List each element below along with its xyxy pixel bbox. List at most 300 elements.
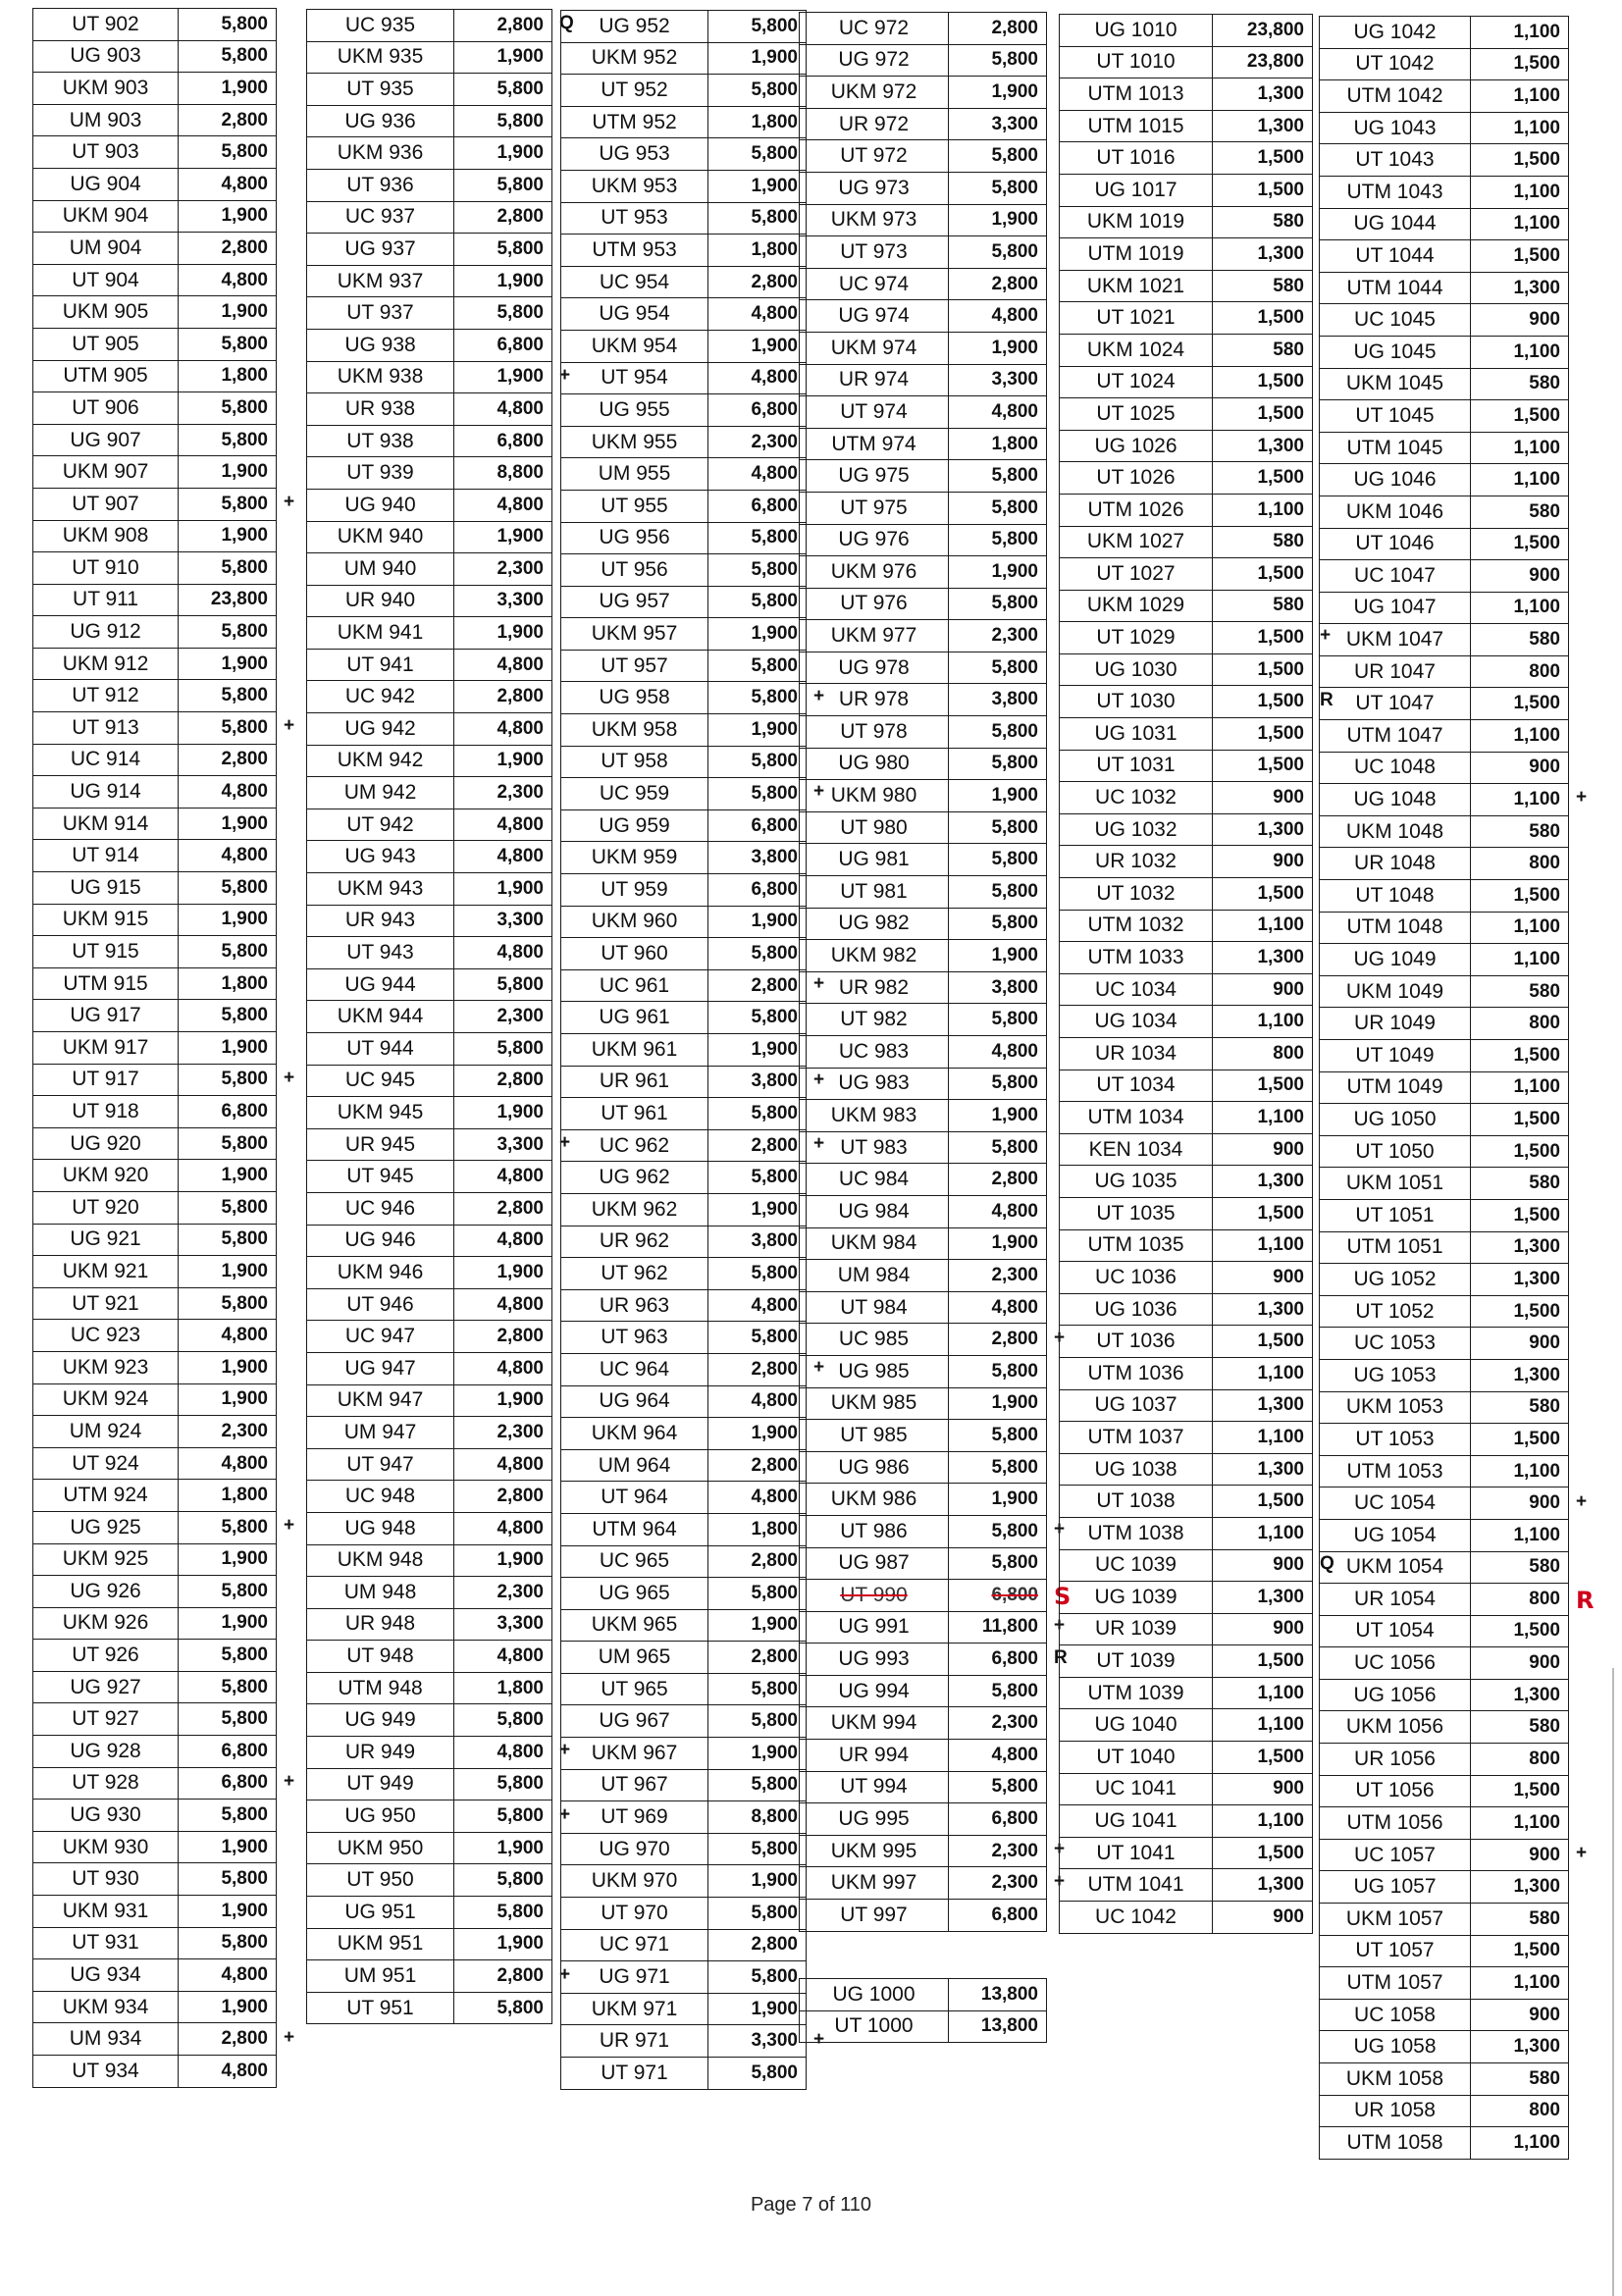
table-row — [800, 1036, 1047, 1069]
amount-cell: 1,900 — [708, 330, 807, 362]
amount-cell: 3,300 — [949, 364, 1047, 396]
table-row — [33, 2023, 277, 2056]
table-row — [800, 716, 1047, 749]
amount-cell: 1,100 — [1213, 1709, 1313, 1742]
table-row — [1320, 1744, 1569, 1776]
course-code-cell: UG 971 — [561, 1961, 708, 1994]
table-row — [33, 456, 277, 489]
table-row — [1320, 2063, 1569, 2096]
amount-cell: 1,900 — [179, 1351, 277, 1383]
course-code-cell: UC 942 — [307, 681, 454, 713]
amount-cell: 5,800 — [179, 1640, 277, 1672]
course-code-cell: UC 1041 — [1060, 1773, 1213, 1805]
amount-cell: 900 — [1471, 1999, 1569, 2031]
amount-cell: 2,800 — [179, 2023, 277, 2056]
amount-cell: 5,800 — [708, 650, 807, 682]
table-row — [800, 1580, 1047, 1612]
amount-cell: 6,800 — [949, 1803, 1047, 1836]
course-code-cell: UR 1047 — [1320, 655, 1471, 688]
course-code-cell: UT 904 — [33, 264, 179, 296]
course-code-cell: UC 974 — [800, 268, 949, 300]
amount-cell: 5,800 — [708, 1705, 807, 1738]
table-row — [33, 1767, 277, 1800]
course-code-cell: UKM 1048 — [1320, 815, 1471, 848]
amount-cell: 5,800 — [708, 1961, 807, 1994]
amount-cell: 1,500 — [1471, 1135, 1569, 1168]
course-code-cell: UG 994 — [800, 1675, 949, 1707]
amount-cell: 3,300 — [454, 905, 552, 937]
table-row — [1060, 1102, 1313, 1134]
table-row — [33, 1863, 277, 1896]
course-code-cell: UT 1057 — [1320, 1935, 1471, 1967]
amount-cell: 5,800 — [454, 1897, 552, 1929]
course-code-cell: UT 967 — [561, 1769, 708, 1801]
amount-cell: 5,800 — [179, 1287, 277, 1320]
table-row — [307, 713, 552, 746]
rate-table — [1319, 16, 1569, 2160]
course-code-cell: UT 1042 — [1320, 48, 1471, 80]
course-code-cell: UG 1042 — [1320, 17, 1471, 49]
course-code-cell: UTM 1034 — [1060, 1102, 1213, 1134]
table-row — [307, 1960, 552, 1993]
amount-cell: 1,100 — [1471, 112, 1569, 144]
course-code-cell: UG 914 — [33, 776, 179, 809]
course-code-cell: UT 969 — [561, 1801, 708, 1834]
amount-cell: 6,800 — [708, 490, 807, 522]
table-row — [33, 1320, 277, 1352]
course-code-cell: UR 949 — [307, 1737, 454, 1769]
amount-cell: 1,100 — [1471, 17, 1569, 49]
table-row — [1320, 240, 1569, 273]
amount-cell: 1,900 — [949, 204, 1047, 236]
amount-cell: 5,800 — [708, 1898, 807, 1930]
amount-cell: 5,800 — [179, 1127, 277, 1160]
course-code-cell: UG 1058 — [1320, 2031, 1471, 2063]
amount-cell: 1,900 — [708, 1993, 807, 2025]
table-row — [800, 1675, 1047, 1707]
course-code-cell: UG 915 — [33, 872, 179, 905]
table-row — [307, 617, 552, 650]
course-code-cell: UG 1038 — [1060, 1453, 1213, 1486]
amount-cell: 1,100 — [1213, 494, 1313, 526]
amount-cell: 5,800 — [179, 1224, 277, 1256]
course-code-cell: UTM 1043 — [1320, 176, 1471, 208]
table-row — [307, 1128, 552, 1161]
course-code-cell: UR 994 — [800, 1740, 949, 1772]
course-code-cell: UG 985 — [800, 1355, 949, 1387]
amount-cell: 900 — [1213, 782, 1313, 814]
course-code-cell: UG 982 — [800, 908, 949, 940]
table-row — [800, 1900, 1047, 1932]
table-row — [307, 777, 552, 809]
course-code-cell: UT 924 — [33, 1447, 179, 1480]
course-code-cell: UKM 1058 — [1320, 2063, 1471, 2096]
table-row — [1320, 272, 1569, 304]
amount-cell: 4,800 — [454, 1512, 552, 1544]
table-row — [1060, 1070, 1313, 1102]
table-row — [33, 360, 277, 392]
table-row — [1320, 2031, 1569, 2063]
table-row — [33, 840, 277, 872]
table-row — [307, 329, 552, 361]
table-row — [1320, 1647, 1569, 1680]
amount-cell: 5,800 — [949, 460, 1047, 493]
table-row — [33, 1671, 277, 1703]
course-code-cell: UG 1057 — [1320, 1871, 1471, 1904]
course-code-cell: UR 1054 — [1320, 1584, 1471, 1616]
course-code-cell: UG 1041 — [1060, 1805, 1213, 1838]
course-code-cell: UT 978 — [800, 716, 949, 749]
amount-cell: 6,800 — [949, 1644, 1047, 1676]
course-code-cell: UT 1032 — [1060, 878, 1213, 911]
course-code-cell: UR 974 — [800, 364, 949, 396]
course-code-cell: UT 1053 — [1320, 1424, 1471, 1456]
table-row — [561, 1865, 807, 1898]
table-row — [307, 1257, 552, 1289]
row-annotation-mark: R — [1054, 1646, 1068, 1668]
row-annotation-mark: + — [1054, 1839, 1066, 1860]
table-row — [1060, 622, 1313, 654]
course-code-cell: UG 965 — [561, 1578, 708, 1610]
amount-cell: 5,800 — [949, 876, 1047, 909]
course-code-cell: UKM 930 — [33, 1831, 179, 1863]
amount-cell: 1,500 — [1213, 462, 1313, 495]
amount-cell: 1,300 — [1213, 813, 1313, 846]
course-code-cell: UT 1047 — [1320, 688, 1471, 720]
table-row — [33, 392, 277, 425]
course-code-cell: UKM 925 — [33, 1543, 179, 1576]
course-code-cell: UM 965 — [561, 1642, 708, 1674]
table-row — [1060, 1293, 1313, 1326]
amount-cell: 2,300 — [454, 553, 552, 586]
table-row — [800, 780, 1047, 812]
table-row — [33, 296, 277, 329]
table-row — [800, 908, 1047, 940]
table-row — [561, 522, 807, 554]
amount-cell: 1,300 — [1213, 110, 1313, 142]
course-code-cell: UKM 1056 — [1320, 1711, 1471, 1744]
course-code-cell: UG 964 — [561, 1385, 708, 1418]
amount-cell: 580 — [1471, 368, 1569, 400]
amount-cell: 4,800 — [454, 1737, 552, 1769]
amount-cell: 5,800 — [179, 616, 277, 649]
amount-cell: 5,800 — [454, 297, 552, 330]
amount-cell: 5,800 — [949, 1675, 1047, 1707]
table-row — [307, 1001, 552, 1033]
table-row — [800, 332, 1047, 364]
course-code-cell: UTM 905 — [33, 360, 179, 392]
amount-cell: 2,800 — [949, 1324, 1047, 1356]
table-row — [561, 1833, 807, 1865]
table-row — [1320, 1967, 1569, 2000]
course-code-cell: UTM 953 — [561, 235, 708, 267]
course-code-cell: UG 943 — [307, 841, 454, 873]
table-row — [800, 1387, 1047, 1420]
amount-cell: 1,500 — [1213, 1197, 1313, 1229]
table-row — [1060, 462, 1313, 495]
table-row — [561, 1258, 807, 1290]
amount-cell: 1,500 — [1213, 398, 1313, 431]
course-code-cell: UKM 973 — [800, 204, 949, 236]
amount-cell: 5,800 — [454, 1033, 552, 1066]
course-code-cell: UT 931 — [33, 1927, 179, 1959]
table-row — [800, 1611, 1047, 1644]
table-row — [1060, 1902, 1313, 1934]
amount-cell: 900 — [1471, 1487, 1569, 1520]
amount-cell: 1,500 — [1471, 1615, 1569, 1647]
amount-cell: 580 — [1471, 1391, 1569, 1424]
amount-cell: 5,800 — [179, 1703, 277, 1736]
table-row — [307, 137, 552, 170]
course-code-cell: UG 936 — [307, 105, 454, 137]
course-code-cell: UT 953 — [561, 202, 708, 235]
course-code-cell: UR 948 — [307, 1608, 454, 1641]
row-annotation-mark: + — [284, 715, 295, 737]
amount-cell: 2,800 — [708, 266, 807, 298]
table-row — [561, 554, 807, 587]
table-row — [33, 1480, 277, 1512]
table-row — [561, 1482, 807, 1514]
course-code-cell: UC 971 — [561, 1929, 708, 1961]
course-code-cell: UG 1037 — [1060, 1389, 1213, 1422]
table-row — [561, 394, 807, 427]
amount-cell: 1,500 — [1471, 688, 1569, 720]
table-row — [1060, 302, 1313, 335]
course-code-cell: UG 903 — [33, 40, 179, 73]
table-row — [1320, 304, 1569, 337]
course-code-cell: UG 1040 — [1060, 1709, 1213, 1742]
table-row — [800, 1195, 1047, 1227]
amount-cell: 1,500 — [1471, 240, 1569, 273]
amount-cell: 3,800 — [708, 1226, 807, 1258]
course-code-cell: UT 976 — [800, 588, 949, 620]
course-code-cell: UM 940 — [307, 553, 454, 586]
table-row — [1060, 718, 1313, 751]
table-row — [800, 1484, 1047, 1516]
table-row — [307, 1481, 552, 1513]
amount-cell: 1,500 — [1213, 1837, 1313, 1869]
amount-cell: 1,900 — [949, 332, 1047, 364]
amount-cell: 1,500 — [1471, 48, 1569, 80]
table-row — [307, 1384, 552, 1417]
row-annotation-mark: + — [559, 1132, 571, 1153]
amount-cell: 1,900 — [454, 1832, 552, 1864]
amount-cell: 1,300 — [1471, 1264, 1569, 1296]
course-code-cell: UT 958 — [561, 746, 708, 778]
amount-cell: 1,100 — [1471, 912, 1569, 944]
course-code-cell: UKM 908 — [33, 520, 179, 552]
table-row — [561, 1385, 807, 1418]
amount-cell: 580 — [1471, 1168, 1569, 1200]
course-code-cell: UTM 1045 — [1320, 432, 1471, 464]
amount-cell: 5,800 — [708, 1098, 807, 1130]
course-code-cell: UG 1031 — [1060, 718, 1213, 751]
amount-cell: 1,100 — [1471, 80, 1569, 113]
course-code-cell: UKM 923 — [33, 1351, 179, 1383]
amount-cell: 800 — [1213, 1038, 1313, 1070]
table-row — [1060, 46, 1313, 78]
amount-cell: 2,800 — [454, 681, 552, 713]
table-row — [307, 489, 552, 521]
table-row — [561, 1162, 807, 1194]
course-code-cell: UM 904 — [33, 233, 179, 265]
amount-cell: 1,100 — [1471, 592, 1569, 624]
table-row — [800, 1420, 1047, 1452]
course-code-cell: UG 955 — [561, 394, 708, 427]
course-code-cell: UT 930 — [33, 1863, 179, 1896]
course-code-cell: UM 903 — [33, 104, 179, 136]
course-code-cell: UT 985 — [800, 1420, 949, 1452]
table-row — [561, 1578, 807, 1610]
table-row — [307, 841, 552, 873]
course-code-cell: UG 947 — [307, 1352, 454, 1384]
course-code-cell: UT 960 — [561, 938, 708, 970]
table-row — [1060, 1486, 1313, 1518]
course-code-cell: UKM 940 — [307, 521, 454, 553]
amount-cell: 4,800 — [708, 1289, 807, 1322]
table-row — [1320, 815, 1569, 848]
amount-cell: 5,800 — [179, 712, 277, 745]
course-code-cell: UT 1049 — [1320, 1040, 1471, 1072]
amount-cell: 5,800 — [949, 716, 1047, 749]
amount-cell: 1,900 — [949, 1227, 1047, 1260]
table-row — [307, 1097, 552, 1129]
table-row — [1060, 430, 1313, 462]
amount-cell: 1,100 — [1471, 432, 1569, 464]
course-code-cell: UG 1039 — [1060, 1582, 1213, 1614]
row-annotation-mark: + — [284, 2026, 295, 2048]
amount-cell: 6,800 — [179, 1736, 277, 1768]
course-code-cell: UG 978 — [800, 652, 949, 684]
course-code-cell: UG 927 — [33, 1671, 179, 1703]
amount-cell: 2,800 — [949, 13, 1047, 45]
table-row — [1320, 1359, 1569, 1391]
course-code-cell: UKM 1053 — [1320, 1391, 1471, 1424]
amount-cell: 1,100 — [1471, 2127, 1569, 2160]
course-code-cell: UT 1016 — [1060, 142, 1213, 175]
amount-cell: 4,800 — [179, 264, 277, 296]
course-code-cell: UKM 935 — [307, 41, 454, 74]
course-code-cell: UC 946 — [307, 1192, 454, 1225]
table-row — [561, 1066, 807, 1098]
amount-cell: 1,500 — [1213, 1326, 1313, 1358]
course-code-cell: UT 902 — [33, 9, 179, 41]
amount-cell: 2,300 — [949, 1867, 1047, 1900]
course-code-cell: UTM 1044 — [1320, 272, 1471, 304]
course-code-cell: UM 948 — [307, 1577, 454, 1609]
table-row — [307, 1704, 552, 1737]
amount-cell: 6,800 — [949, 1900, 1047, 1932]
amount-cell: 1,100 — [1471, 1807, 1569, 1840]
amount-cell: 5,800 — [708, 746, 807, 778]
amount-cell: 2,800 — [454, 1481, 552, 1513]
amount-cell: 900 — [1213, 1133, 1313, 1166]
table-row — [307, 1641, 552, 1673]
amount-cell: 5,800 — [708, 202, 807, 235]
table-row — [800, 971, 1047, 1004]
table-row — [307, 745, 552, 777]
table-row — [1320, 560, 1569, 593]
amount-cell: 1,300 — [1471, 2031, 1569, 2063]
amount-cell: 4,800 — [454, 1641, 552, 1673]
table-row — [800, 620, 1047, 652]
table-row — [33, 1959, 277, 1992]
amount-cell: 5,800 — [708, 2058, 807, 2090]
table-row — [561, 490, 807, 522]
amount-cell: 1,900 — [179, 648, 277, 680]
row-annotation-mark: + — [813, 1357, 825, 1379]
table-row — [1060, 206, 1313, 238]
course-code-cell: UTM 1053 — [1320, 1455, 1471, 1487]
course-code-cell: UTM 952 — [561, 106, 708, 138]
course-code-cell: UT 974 — [800, 396, 949, 429]
amount-cell: 1,500 — [1213, 558, 1313, 591]
course-code-cell: UT 986 — [800, 1515, 949, 1547]
table-row — [800, 1835, 1047, 1867]
table-row — [307, 297, 552, 330]
amount-cell: 3,300 — [454, 1608, 552, 1641]
amount-cell: 1,800 — [949, 428, 1047, 460]
amount-cell: 5,800 — [179, 1927, 277, 1959]
amount-cell: 13,800 — [949, 1979, 1047, 2011]
course-code-cell: UT 914 — [33, 840, 179, 872]
course-code-cell: UT 972 — [800, 140, 949, 173]
table-row — [800, 2010, 1047, 2043]
table-row — [561, 682, 807, 714]
table-row — [307, 74, 552, 106]
table-row — [561, 1418, 807, 1450]
course-code-cell: UT 975 — [800, 492, 949, 524]
course-code-cell: UT 980 — [800, 811, 949, 844]
table-row — [1060, 1166, 1313, 1198]
amount-cell: 5,800 — [708, 1162, 807, 1194]
amount-cell: 1,100 — [1213, 1805, 1313, 1838]
amount-cell: 1,500 — [1471, 880, 1569, 913]
amount-cell: 2,800 — [708, 1449, 807, 1482]
table-row — [1060, 846, 1313, 878]
course-code-cell: UT 945 — [307, 1161, 454, 1193]
course-code-cell: UT 971 — [561, 2058, 708, 2090]
course-code-cell: UG 984 — [800, 1195, 949, 1227]
amount-cell: 23,800 — [179, 584, 277, 616]
table-row — [307, 585, 552, 617]
amount-cell: 1,900 — [708, 1609, 807, 1642]
amount-cell: 23,800 — [1213, 46, 1313, 78]
table-row — [307, 1033, 552, 1066]
rate-table — [32, 8, 277, 2088]
amount-cell: 4,800 — [454, 393, 552, 426]
amount-cell: 1,500 — [1471, 1104, 1569, 1136]
table-row — [1060, 653, 1313, 686]
table-row — [561, 1129, 807, 1162]
amount-cell: 1,900 — [708, 906, 807, 938]
amount-cell: 1,500 — [1471, 400, 1569, 433]
amount-cell: 900 — [1471, 1839, 1569, 1871]
amount-cell: 5,800 — [949, 652, 1047, 684]
course-code-cell: UT 1010 — [1060, 46, 1213, 78]
table-row — [1320, 688, 1569, 720]
table-row — [1060, 910, 1313, 942]
table-row — [1060, 1869, 1313, 1902]
amount-cell: 1,900 — [179, 200, 277, 233]
table-row — [1320, 1999, 1569, 2031]
course-code-cell: UKM 1047 — [1320, 624, 1471, 656]
course-code-cell: UR 982 — [800, 971, 949, 1004]
row-annotation-mark: + — [559, 1963, 571, 1985]
table-row — [307, 1737, 552, 1769]
amount-cell: 5,800 — [179, 552, 277, 585]
amount-cell: 1,900 — [949, 1484, 1047, 1516]
